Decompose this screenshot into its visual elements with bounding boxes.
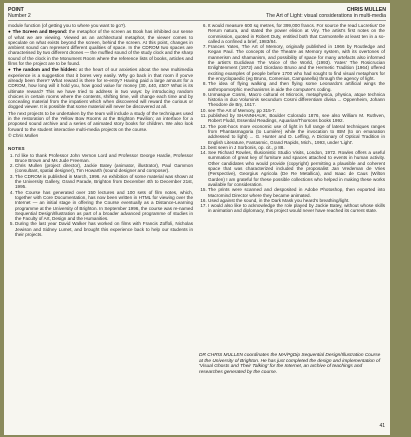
reference-item: 17. I would also like to acknowledge the role played by Jackie Batey, without whose skills in animation and diplomacy, this project would never have reached its current state. (208, 203, 385, 214)
paragraph-body: at the heart of our anxieties about the new multimedia experience is a suggestion that it bores very easily. Why go back in that room if you've already been there? What reward is there for re-entry? Having paid a large amount for a CDROM, how long will it hold you, how good value for money (30, £40, £50? What is its ultimate reward? This we have tried to address in two ways: by introducing random choices in certain rooms where the contents, shifting time, will change each time and by concealing material from the impatient which when discovered will reward the curious or dogged viewer. It is possible that some material will never be discovered at all. (8, 67, 194, 110)
reference-item: 8. The idea of flying walking and then flying some Leonardo's artificial wings the anthropomorphic mechanisms in aide the computer's coding. (208, 81, 385, 92)
left-column (8, 23, 193, 237)
notes-heading: NOTES (8, 146, 25, 152)
page-number: 41 (379, 423, 385, 429)
reference-item: 12. The post-hocs more economic use of light in full range of lateral techniques ranges from Phantasmagoria (to Lumière) while the invocation to IBM (to on emanation addressed to light) ... G. Hunter and D. Leffing, A Dictionary of Optical Tradition in English Literature, Fantasmic, Grand Rapids, Mich., 1993, under 'Light'. (208, 124, 385, 145)
paragraph-next-projects: The next projects to be undertaken by the team will include a study of the techniques used in the restoration of the Yellow Bow Rooms at the Brighton Pavilion; an interface for a proposed sound archive and a series of animated story books for children. We also look forward to the student interactive multi-media projects on the course. (8, 110, 193, 132)
reference-item: 9. Unmasque Cosmi, Macro cultural et Microcis, metaphysica, physica, atque technica historia in duo Voluminis secundum Cosmi differentiam divisa ... Oppenheim, Johann Theodore de Bry, 1617. (208, 92, 385, 108)
note-item: 4. The Course has generated over 150 lectures and 100 sets of film notes, which, together with Core Documentation, has now been written in HTML for viewing over the Internet — an initial stage in offering the Course eventually as a Distance-Learning programme at the University of Brighton. In September 1996, the course was re-named Sequential Design/Illustration as part of a broader advanced programme of studies in the Faculty of Art, Design and the Humanities. (15, 190, 193, 222)
paragraph-screen (8, 29, 193, 66)
paragraph-heading: The Screen and Beyond: (12, 29, 68, 35)
reference-item: 13. best seen in J Sorbonis, op. cit., p 88. (208, 145, 385, 150)
reference-item: 11. published by SHANNHAUK, Boulder Colorado 1876, see also William M. Ruthven, Robert Fludd, Essential Readings, Aquarian/Thorsons books 1992. (208, 113, 385, 124)
intro-paragraph: module function (of getting you to where you want to go?). (8, 23, 127, 28)
note-item: 5. During the last year David Walker has worked on films with Francis Zoffoli, Nicholas Jewison and Sidney Lumet, and brought this experience back to help our students in their projects. (15, 221, 193, 237)
note-item: 1. I'd like to thank Professor John Vernon Lord and Professor George Hardie, Professor Bruce Brown and Ms Jude Freeman. (15, 153, 193, 164)
paragraph-body: the metaphor of the screen as Book has inhibited our sense of what we are viewing. Viewed as an architectural metaphor, the viewer comes to speculate on what exists beyond the screen, behind the screen. At this point, changes in ambient sound can represent different qualities of space. In the CDROM two spaces are characterised by two different drones — the muffled sound of the study clock and the sharp sound of the clock in the Monument Room where the reference lists of books, articles and films for the project are to be found. (8, 29, 193, 67)
bullet-icon: ● (8, 29, 12, 35)
section-label: POINT (8, 7, 24, 13)
header-right (266, 7, 386, 19)
bullet-icon: ● (8, 67, 12, 73)
paragraph-random (8, 67, 193, 109)
page-edge-band (390, 3, 409, 435)
reference-item: 10. see The Art of Memory, pp 315-7. (208, 108, 385, 113)
reference-item: 16. Used against the sound, in the Dark Mask you heard's breathing/light. (208, 198, 385, 203)
note-item: 3. The CDROM is published in March, 1996. An exhibition of some material was shown at the University Gallery, Grand Parade, Brighton from December 4th to December 21st, 1995. (15, 174, 193, 190)
reference-item: 6. It would measure 600 sq metres, for 399,000 francs. For source the read Lucretius' De Rerum natura, and stated the power elision at Viry. The artist's first notes on the commission, quoted in Robert Duty, entitled both that Carmontelle at least ten in a so-called a confined a brief, 1983/84. (208, 23, 385, 44)
document-page (4, 3, 409, 435)
note-item: 2. Chris Mullen (project director), Jackie Batey (animator, illustrator), Paul Gammon (consultant, spatial designer), Tim Howarth (sound designer and composer). (15, 163, 193, 174)
references-list (199, 23, 385, 214)
notes-list (8, 153, 193, 238)
paragraph-heading: The random and the hidden: (13, 67, 78, 73)
signature: © Chris Mullen (8, 132, 39, 138)
header-left (8, 7, 31, 19)
issue-number: Number 2 (8, 13, 31, 19)
reference-item: 14. See Richard Rowles, Illusionistic Studio Visits, London, 1972. Rowles offers a useful summation of great key of furniture and spaces attached to events in human activity. Other candidates who would provide (copyright) permitting a plausible and coherent space that was characterized included the proposalist Jan Vredeman de Vries (Perspective), Georgius Agricola (De Re Metallica), and Isaac de Caus (Wilton Garden) I am grateful for these possible collections who helped in making these works available for consideration. (208, 150, 385, 187)
author-name: CHRIS MULLEN (346, 7, 386, 13)
author-bio: DR CHRIS MULLEN coordinates the MA/PgDip Sequential Design/Illustration Course at the University of Brighton. He has just completed the design and implementation of 'Visual Ghosts and Their Talking' for the Internet, an archive of teachings and researches generated by the course. (199, 353, 381, 375)
reference-item: 7. Frances Yates, The Art of Memory, originally published in 1966 by Routledge and Kegan Paul. The concepts of the Theatre as Memory system, with its overtones of mannerism and shamanism, and possibility of space for many artefacts also informed the artist's Euclidean The Voice of the World, (1993). Yates' The Rosicrucian Enlightenment (1972) and Giordano Bruno and the Hermetic Tradition (1964) offered exciting examples of people before 1700 who had sought to find visual metaphors for the encyclopaedic (eg Bruno, Comenius, Campanella) through the agency of light. (208, 44, 385, 81)
article-title: The Art of Light: visual considerations in multi-media (266, 13, 386, 19)
header-rule (8, 20, 386, 21)
right-column (199, 23, 385, 214)
reference-item: 15. The prints were scanned and desposited in Adobe Photoshop, then exported into Macromind Director where they became animated. (208, 187, 385, 198)
